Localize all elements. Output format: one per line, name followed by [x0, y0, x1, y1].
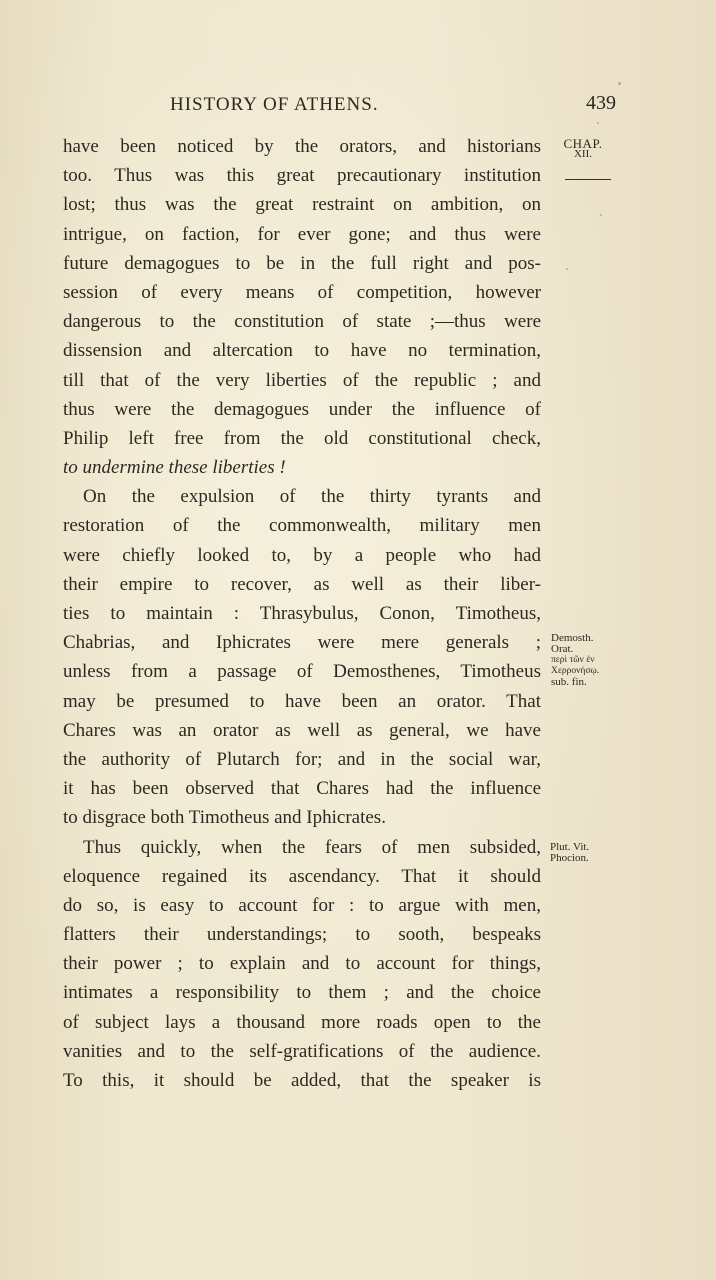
text-line: lost; thus was the great restraint on ambition, on	[63, 194, 541, 216]
marginal-note-line: Orat.	[551, 643, 574, 655]
text-line: session of every means of competition, however	[63, 281, 541, 303]
chapter-rule	[565, 179, 611, 180]
text-line: Chares was an orator as well as general, we have	[63, 719, 541, 741]
text-line: Thus quickly, when the fears of men subsided,	[83, 836, 541, 858]
chapter-marginal-note	[555, 138, 611, 160]
text-line: intimates a responsibility to them ; and the choice	[63, 982, 541, 1004]
marginal-note-line: Plut. Vit.	[550, 841, 590, 853]
marginal-note-line: Phocion.	[550, 852, 589, 864]
text-line: intrigue, on faction, for ever gone; and thus were	[63, 223, 541, 245]
text-line: of subject lays a thousand more roads open to the	[63, 1011, 541, 1033]
marginal-note-line: Demosth.	[551, 632, 594, 644]
chapter-number: XII.	[573, 148, 593, 160]
page-header	[0, 92, 716, 122]
text-line: may be presumed to have been an orator. That	[63, 690, 541, 712]
text-line: it has been observed that Chares had the influence	[63, 778, 541, 800]
text-line: their empire to recover, as well as their liber-	[63, 573, 541, 595]
text-line: their power ; to explain and to account for things,	[63, 953, 541, 975]
text-line: unless from a passage of Demosthenes, Timotheus	[63, 661, 541, 683]
text-line: till that of the very liberties of the republic ; and	[63, 369, 541, 391]
text-line: were chiefly looked to, by a people who had	[63, 544, 541, 566]
paper-speck	[597, 122, 599, 124]
text-line: ties to maintain : Thrasybulus, Conon, Timotheus,	[63, 603, 541, 624]
text-line: To this, it should be added, that the speaker is	[63, 1070, 541, 1091]
text-line: do so, is easy to account for : to argue with men,	[63, 894, 541, 916]
body-text	[63, 132, 541, 1095]
text-line: have been noticed by the orators, and historians	[63, 136, 541, 157]
text-line: Philip left free from the old constitutional check,	[63, 427, 541, 449]
running-head: HISTORY OF ATHENS.	[170, 94, 379, 115]
text-line: flatters their understandings; to sooth, bespeaks	[63, 924, 541, 946]
paper-speck	[600, 214, 602, 216]
text-line: to disgrace both Timotheus and Iphicrates.	[63, 807, 386, 829]
marginal-note-line: sub. fin.	[551, 676, 587, 688]
text-line: too. Thus was this great precautionary institution	[63, 165, 541, 187]
text-line: Chabrias, and Iphicrates were mere generals ;	[63, 632, 541, 654]
paper-speck	[618, 82, 621, 85]
text-line: restoration of the commonwealth, military men	[63, 515, 541, 537]
marginal-note-demosthenes	[551, 633, 621, 688]
page-number: 439	[586, 92, 616, 114]
text-line: eloquence regained its ascendancy. That it should	[63, 865, 541, 887]
chapter-label: CHAP.	[563, 136, 603, 151]
text-line: dangerous to the constitution of state ;—thus were	[63, 311, 541, 333]
text-line: dissension and altercation to have no termination,	[63, 340, 541, 362]
marginal-note-plutarch	[550, 842, 620, 864]
text-line: future demagogues to be in the full right and pos-	[63, 252, 541, 274]
text-line: to undermine these liberties !	[63, 457, 286, 479]
text-line: On the expulsion of the thirty tyrants and	[83, 486, 541, 508]
marginal-note-line: Χερρονήσῳ.	[551, 666, 600, 676]
text-line: the authority of Plutarch for; and in the social war,	[63, 748, 541, 770]
marginal-note-line: περὶ τῶν ἐν	[551, 655, 595, 665]
paper-speck	[566, 268, 568, 270]
text-line: thus were the demagogues under the influence of	[63, 398, 541, 420]
text-line: vanities and to the self-gratifications of the audience.	[63, 1040, 541, 1062]
